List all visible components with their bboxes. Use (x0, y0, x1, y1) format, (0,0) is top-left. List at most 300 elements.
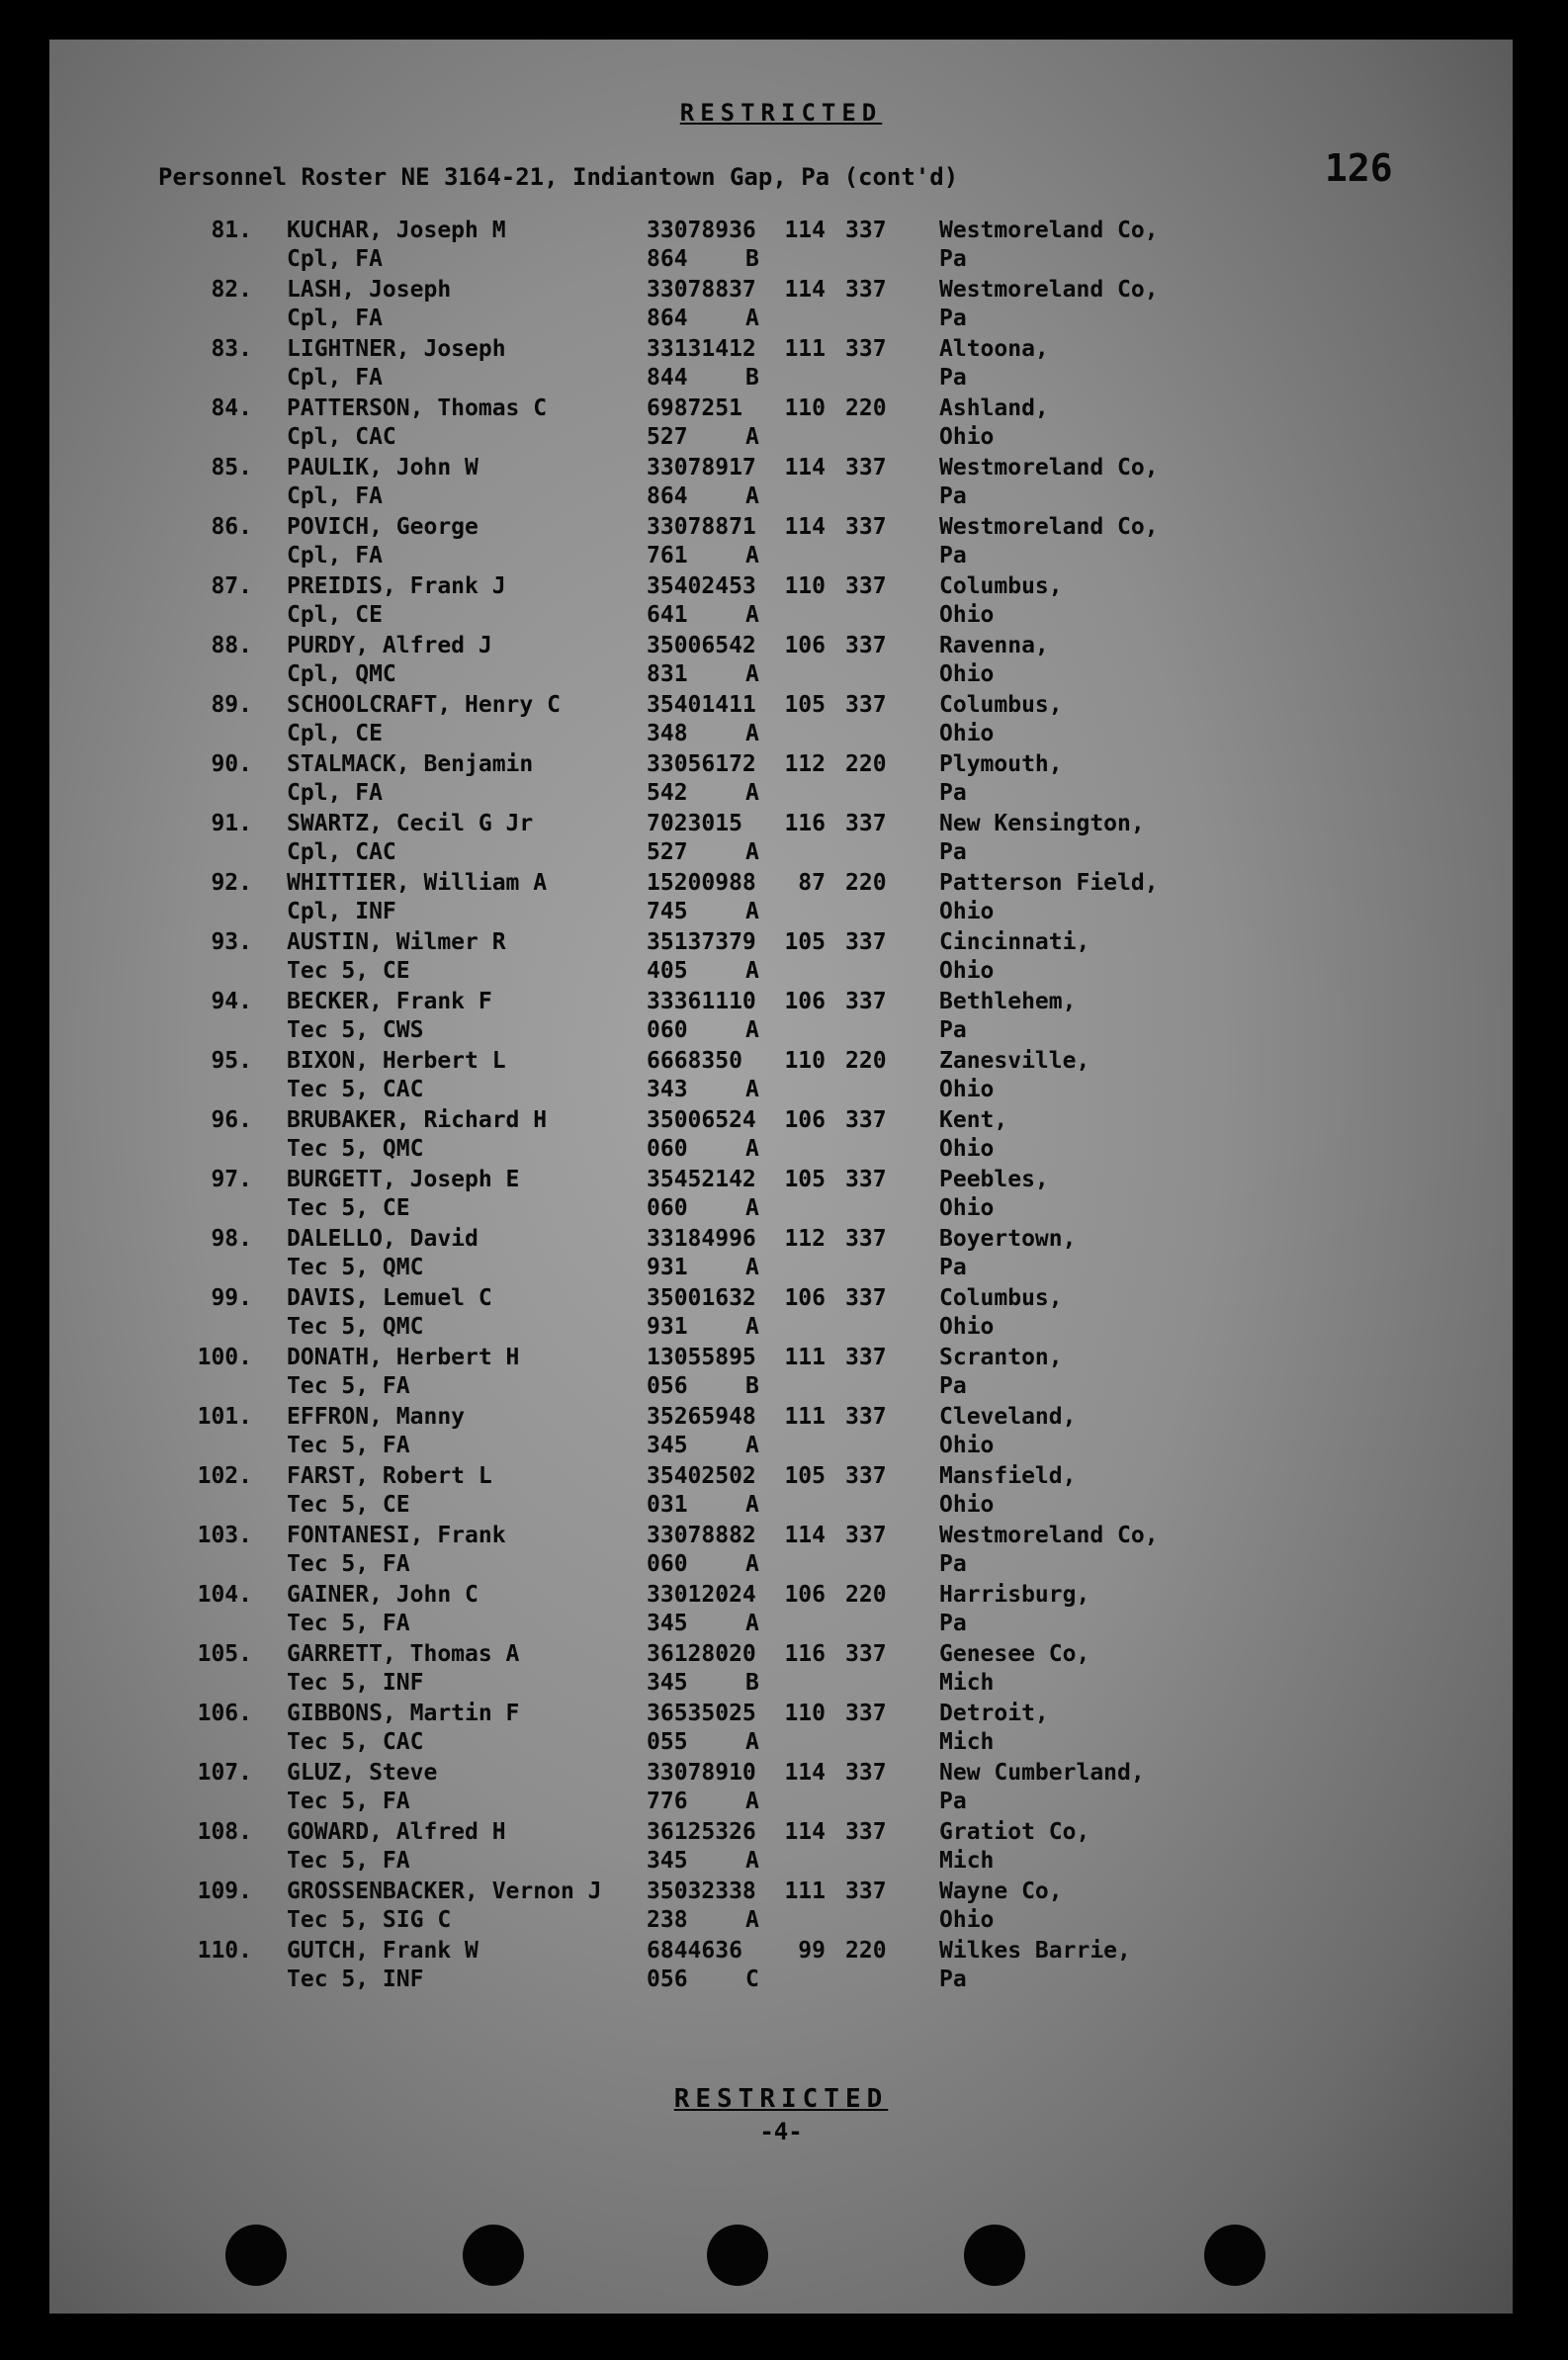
code-1: 87 (798, 870, 826, 896)
class-code: A (745, 306, 759, 331)
serial-number: 33078910 (647, 1760, 756, 1786)
code-2: 337 (845, 1523, 887, 1548)
home-place: Patterson Field, (939, 870, 1159, 896)
grade-branch: Tec 5, FA (287, 1789, 410, 1814)
class-code: A (745, 1255, 759, 1280)
home-place: Plymouth, (939, 751, 1063, 777)
roster-entry (49, 1641, 1513, 1701)
grade-branch: Cpl, CE (287, 602, 383, 628)
mos-code: 931 (647, 1314, 688, 1340)
code-1: 114 (784, 514, 826, 540)
soldier-name: GUTCH, Frank W (287, 1938, 479, 1964)
roster-entry (49, 277, 1513, 336)
mos-code: 776 (647, 1789, 688, 1814)
code-2: 220 (845, 1582, 887, 1608)
mos-code: 527 (647, 839, 688, 865)
grade-branch: Cpl, CAC (287, 839, 396, 865)
home-state: Ohio (939, 1907, 995, 1933)
home-state: Pa (939, 839, 967, 865)
class-code: A (745, 839, 759, 865)
grade-branch: Cpl, CAC (287, 424, 396, 450)
code-1: 110 (784, 395, 826, 421)
mos-code: 405 (647, 958, 688, 984)
home-state: Pa (939, 780, 967, 806)
soldier-name: BRUBAKER, Richard H (287, 1107, 548, 1133)
code-1: 111 (784, 1404, 826, 1430)
home-place: Columbus, (939, 1285, 1063, 1311)
grade-branch: Tec 5, CE (287, 1492, 410, 1518)
serial-number: 36128020 (647, 1641, 756, 1667)
mos-code: 055 (647, 1729, 688, 1755)
code-1: 114 (784, 455, 826, 481)
mos-code: 745 (647, 899, 688, 924)
entry-number: 90. (211, 751, 252, 777)
entry-number: 84. (211, 395, 252, 421)
home-state: Pa (939, 306, 967, 331)
mos-code: 056 (647, 1373, 688, 1399)
code-1: 114 (784, 1523, 826, 1548)
home-state: Pa (939, 543, 967, 568)
soldier-name: EFFRON, Manny (287, 1404, 466, 1430)
roster-entry (49, 1463, 1513, 1523)
code-2: 337 (845, 1879, 887, 1904)
soldier-name: DAVIS, Lemuel C (287, 1285, 492, 1311)
code-2: 337 (845, 692, 887, 718)
class-code: A (745, 721, 759, 746)
code-1: 116 (784, 1641, 826, 1667)
soldier-name: DONATH, Herbert H (287, 1345, 520, 1370)
grade-branch: Tec 5, CE (287, 1195, 410, 1221)
mos-code: 345 (647, 1848, 688, 1874)
home-state: Ohio (939, 1492, 995, 1518)
home-place: Altoona, (939, 336, 1049, 362)
class-code: A (745, 1789, 759, 1814)
grade-branch: Tec 5, QMC (287, 1314, 424, 1340)
code-1: 111 (784, 1879, 826, 1904)
code-1: 106 (784, 989, 826, 1014)
home-place: Bethlehem, (939, 989, 1077, 1014)
roster-entry (49, 751, 1513, 811)
roster-entry (49, 573, 1513, 633)
code-1: 112 (784, 751, 826, 777)
soldier-name: AUSTIN, Wilmer R (287, 929, 506, 955)
home-state: Pa (939, 1967, 967, 1992)
class-code: B (745, 365, 759, 391)
serial-number: 33131412 (647, 336, 756, 362)
mos-code: 345 (647, 1670, 688, 1696)
entry-number: 98. (211, 1226, 252, 1252)
soldier-name: GARRETT, Thomas A (287, 1641, 520, 1667)
footer-page-number: -4- (759, 2118, 803, 2145)
grade-branch: Cpl, FA (287, 780, 383, 806)
serial-number: 15200988 (647, 870, 756, 896)
serial-number: 36535025 (647, 1701, 756, 1726)
mos-code: 831 (647, 661, 688, 687)
entry-number: 99. (211, 1285, 252, 1311)
code-1: 114 (784, 218, 826, 243)
code-2: 337 (845, 1819, 887, 1845)
class-code: A (745, 780, 759, 806)
soldier-name: BIXON, Herbert L (287, 1048, 506, 1074)
mos-code: 931 (647, 1255, 688, 1280)
mos-code: 844 (647, 365, 688, 391)
home-state: Ohio (939, 1195, 995, 1221)
code-2: 337 (845, 1226, 887, 1252)
class-code: A (745, 1551, 759, 1577)
class-code: A (745, 483, 759, 509)
soldier-name: KUCHAR, Joseph M (287, 218, 506, 243)
roster-entry (49, 455, 1513, 514)
roster-entry (49, 1107, 1513, 1167)
home-place: Westmoreland Co, (939, 514, 1159, 540)
code-2: 337 (845, 1701, 887, 1726)
class-code: A (745, 424, 759, 450)
grade-branch: Cpl, INF (287, 899, 396, 924)
class-code: A (745, 1433, 759, 1458)
punch-hole (463, 2225, 524, 2286)
serial-number: 6987251 (647, 395, 742, 421)
home-place: Westmoreland Co, (939, 218, 1159, 243)
home-place: Mansfield, (939, 1463, 1077, 1489)
code-1: 110 (784, 1048, 826, 1074)
serial-number: 35137379 (647, 929, 756, 955)
soldier-name: WHITTIER, William A (287, 870, 548, 896)
code-2: 337 (845, 336, 887, 362)
home-place: Cleveland, (939, 1404, 1077, 1430)
home-state: Ohio (939, 721, 995, 746)
soldier-name: PURDY, Alfred J (287, 633, 492, 658)
mos-code: 864 (647, 306, 688, 331)
code-1: 105 (784, 1463, 826, 1489)
home-place: Scranton, (939, 1345, 1063, 1370)
punch-hole (964, 2225, 1025, 2286)
grade-branch: Tec 5, CWS (287, 1017, 424, 1043)
header-restricted: RESTRICTED (679, 99, 883, 127)
entry-number: 93. (211, 929, 252, 955)
class-code: A (745, 1492, 759, 1518)
mos-code: 060 (647, 1195, 688, 1221)
home-place: Westmoreland Co, (939, 1523, 1159, 1548)
class-code: A (745, 661, 759, 687)
soldier-name: FARST, Robert L (287, 1463, 492, 1489)
entry-number: 103. (197, 1523, 252, 1548)
serial-number: 35032338 (647, 1879, 756, 1904)
home-place: Boyertown, (939, 1226, 1077, 1252)
soldier-name: GLUZ, Steve (287, 1760, 438, 1786)
roster-entry (49, 692, 1513, 751)
home-state: Pa (939, 365, 967, 391)
code-1: 114 (784, 277, 826, 303)
class-code: A (745, 1077, 759, 1102)
serial-number: 33056172 (647, 751, 756, 777)
code-1: 110 (784, 573, 826, 599)
grade-branch: Tec 5, QMC (287, 1255, 424, 1280)
home-state: Ohio (939, 1433, 995, 1458)
class-code: B (745, 1670, 759, 1696)
home-state: Pa (939, 1551, 967, 1577)
roster-entry (49, 1819, 1513, 1879)
home-place: Kent, (939, 1107, 1008, 1133)
soldier-name: LIGHTNER, Joseph (287, 336, 506, 362)
punch-hole (707, 2225, 768, 2286)
code-2: 337 (845, 811, 887, 836)
home-state: Ohio (939, 661, 995, 687)
roster-entry (49, 989, 1513, 1048)
soldier-name: FONTANESI, Frank (287, 1523, 506, 1548)
entry-number: 104. (197, 1582, 252, 1608)
grade-branch: Tec 5, FA (287, 1551, 410, 1577)
document-page (49, 40, 1513, 2314)
mos-code: 864 (647, 483, 688, 509)
home-state: Pa (939, 246, 967, 272)
code-2: 337 (845, 1167, 887, 1192)
code-2: 337 (845, 573, 887, 599)
page-number: 126 (1325, 146, 1393, 190)
code-1: 111 (784, 336, 826, 362)
roster-entry (49, 1167, 1513, 1226)
soldier-name: LASH, Joseph (287, 277, 452, 303)
grade-branch: Tec 5, CE (287, 958, 410, 984)
soldier-name: DALELLO, David (287, 1226, 479, 1252)
serial-number: 33184996 (647, 1226, 756, 1252)
home-state: Ohio (939, 602, 995, 628)
mos-code: 864 (647, 246, 688, 272)
home-state: Pa (939, 1255, 967, 1280)
code-2: 337 (845, 1463, 887, 1489)
grade-branch: Tec 5, SIG C (287, 1907, 452, 1933)
roster-entry (49, 218, 1513, 277)
entry-number: 91. (211, 811, 252, 836)
code-1: 106 (784, 1582, 826, 1608)
roster-entry (49, 514, 1513, 573)
mos-code: 056 (647, 1967, 688, 1992)
home-state: Ohio (939, 1136, 995, 1162)
home-state: Pa (939, 1789, 967, 1814)
mos-code: 542 (647, 780, 688, 806)
serial-number: 33361110 (647, 989, 756, 1014)
mos-code: 345 (647, 1433, 688, 1458)
code-1: 106 (784, 1285, 826, 1311)
grade-branch: Tec 5, CAC (287, 1077, 424, 1102)
home-state: Pa (939, 1373, 967, 1399)
entry-number: 86. (211, 514, 252, 540)
code-1: 105 (784, 692, 826, 718)
code-1: 111 (784, 1345, 826, 1370)
entry-number: 110. (197, 1938, 252, 1964)
soldier-name: BECKER, Frank F (287, 989, 492, 1014)
class-code: A (745, 602, 759, 628)
roster-entry (49, 1760, 1513, 1819)
code-2: 337 (845, 218, 887, 243)
entry-number: 96. (211, 1107, 252, 1133)
code-2: 337 (845, 1107, 887, 1133)
serial-number: 35006524 (647, 1107, 756, 1133)
code-1: 112 (784, 1226, 826, 1252)
code-2: 337 (845, 1760, 887, 1786)
soldier-name: POVICH, George (287, 514, 479, 540)
soldier-name: GAINER, John C (287, 1582, 479, 1608)
entry-number: 105. (197, 1641, 252, 1667)
grade-branch: Tec 5, CAC (287, 1729, 424, 1755)
home-place: Columbus, (939, 692, 1063, 718)
roster-entry (49, 1048, 1513, 1107)
class-code: A (745, 899, 759, 924)
home-state: Mich (939, 1848, 995, 1874)
serial-number: 6844636 (647, 1938, 742, 1964)
mos-code: 343 (647, 1077, 688, 1102)
roster-entry (49, 1879, 1513, 1938)
home-place: Cincinnati, (939, 929, 1090, 955)
serial-number: 33078882 (647, 1523, 756, 1548)
soldier-name: GOWARD, Alfred H (287, 1819, 506, 1845)
entry-number: 87. (211, 573, 252, 599)
serial-number: 35402502 (647, 1463, 756, 1489)
serial-number: 35452142 (647, 1167, 756, 1192)
soldier-name: GROSSENBACKER, Vernon J (287, 1879, 602, 1904)
serial-number: 35401411 (647, 692, 756, 718)
home-place: Gratiot Co, (939, 1819, 1090, 1845)
serial-number: 33012024 (647, 1582, 756, 1608)
soldier-name: STALMACK, Benjamin (287, 751, 534, 777)
roster-entry (49, 395, 1513, 455)
serial-number: 35001632 (647, 1285, 756, 1311)
home-state: Ohio (939, 1314, 995, 1340)
entry-number: 106. (197, 1701, 252, 1726)
code-2: 220 (845, 1048, 887, 1074)
serial-number: 35006542 (647, 633, 756, 658)
roster-entry (49, 1701, 1513, 1760)
footer-restricted: RESTRICTED (673, 2084, 889, 2114)
class-code: A (745, 1314, 759, 1340)
serial-number: 33078871 (647, 514, 756, 540)
roster-title: Personnel Roster NE 3164-21, Indiantown Gap, Pa (cont'd) (158, 163, 959, 191)
grade-branch: Cpl, CE (287, 721, 383, 746)
entry-number: 108. (197, 1819, 252, 1845)
grade-branch: Tec 5, FA (287, 1373, 410, 1399)
code-1: 105 (784, 1167, 826, 1192)
grade-branch: Cpl, FA (287, 365, 383, 391)
grade-branch: Tec 5, FA (287, 1611, 410, 1636)
code-2: 337 (845, 1345, 887, 1370)
home-place: Zanesville, (939, 1048, 1090, 1074)
home-state: Ohio (939, 1077, 995, 1102)
serial-number: 33078936 (647, 218, 756, 243)
home-state: Ohio (939, 899, 995, 924)
home-state: Pa (939, 483, 967, 509)
mos-code: 345 (647, 1611, 688, 1636)
code-1: 114 (784, 1760, 826, 1786)
home-state: Ohio (939, 958, 995, 984)
code-2: 337 (845, 929, 887, 955)
grade-branch: Tec 5, FA (287, 1433, 410, 1458)
mos-code: 060 (647, 1017, 688, 1043)
roster-entry (49, 1285, 1513, 1345)
home-state: Pa (939, 1017, 967, 1043)
home-place: Ravenna, (939, 633, 1049, 658)
code-2: 337 (845, 633, 887, 658)
entry-number: 88. (211, 633, 252, 658)
roster-entry (49, 1523, 1513, 1582)
home-state: Pa (939, 1611, 967, 1636)
mos-code: 527 (647, 424, 688, 450)
mos-code: 031 (647, 1492, 688, 1518)
code-2: 337 (845, 1404, 887, 1430)
roster-entry (49, 633, 1513, 692)
entry-number: 102. (197, 1463, 252, 1489)
class-code: A (745, 958, 759, 984)
serial-number: 6668350 (647, 1048, 742, 1074)
grade-branch: Cpl, FA (287, 306, 383, 331)
home-place: Columbus, (939, 573, 1063, 599)
roster-entry (49, 336, 1513, 395)
home-place: Wilkes Barrie, (939, 1938, 1131, 1964)
mos-code: 348 (647, 721, 688, 746)
soldier-name: PREIDIS, Frank J (287, 573, 506, 599)
code-2: 337 (845, 1641, 887, 1667)
code-1: 106 (784, 1107, 826, 1133)
code-1: 106 (784, 633, 826, 658)
home-place: Peebles, (939, 1167, 1049, 1192)
roster-entry (49, 1345, 1513, 1404)
serial-number: 7023015 (647, 811, 742, 836)
code-2: 220 (845, 1938, 887, 1964)
home-place: Ashland, (939, 395, 1049, 421)
entry-number: 83. (211, 336, 252, 362)
class-code: A (745, 1729, 759, 1755)
code-1: 99 (798, 1938, 826, 1964)
entry-number: 92. (211, 870, 252, 896)
serial-number: 33078837 (647, 277, 756, 303)
home-place: Genesee Co, (939, 1641, 1090, 1667)
mos-code: 060 (647, 1551, 688, 1577)
class-code: A (745, 1907, 759, 1933)
roster-list (49, 218, 1513, 1997)
code-1: 116 (784, 811, 826, 836)
code-2: 337 (845, 277, 887, 303)
serial-number: 35265948 (647, 1404, 756, 1430)
grade-branch: Cpl, FA (287, 543, 383, 568)
serial-number: 35402453 (647, 573, 756, 599)
code-2: 220 (845, 870, 887, 896)
class-code: C (745, 1967, 759, 1992)
punch-hole (225, 2225, 287, 2286)
serial-number: 36125326 (647, 1819, 756, 1845)
class-code: A (745, 1195, 759, 1221)
entry-number: 85. (211, 455, 252, 481)
serial-number: 33078917 (647, 455, 756, 481)
roster-entry (49, 1404, 1513, 1463)
mos-code: 761 (647, 543, 688, 568)
home-place: Detroit, (939, 1701, 1049, 1726)
grade-branch: Cpl, FA (287, 246, 383, 272)
mos-code: 060 (647, 1136, 688, 1162)
home-place: Harrisburg, (939, 1582, 1090, 1608)
entry-number: 97. (211, 1167, 252, 1192)
roster-entry (49, 1226, 1513, 1285)
entry-number: 89. (211, 692, 252, 718)
soldier-name: PATTERSON, Thomas C (287, 395, 548, 421)
roster-entry (49, 929, 1513, 989)
home-state: Mich (939, 1670, 995, 1696)
entry-number: 107. (197, 1760, 252, 1786)
soldier-name: BURGETT, Joseph E (287, 1167, 520, 1192)
class-code: B (745, 246, 759, 272)
grade-branch: Cpl, QMC (287, 661, 396, 687)
class-code: A (745, 543, 759, 568)
home-place: Westmoreland Co, (939, 455, 1159, 481)
home-place: New Cumberland, (939, 1760, 1145, 1786)
entry-number: 81. (211, 218, 252, 243)
